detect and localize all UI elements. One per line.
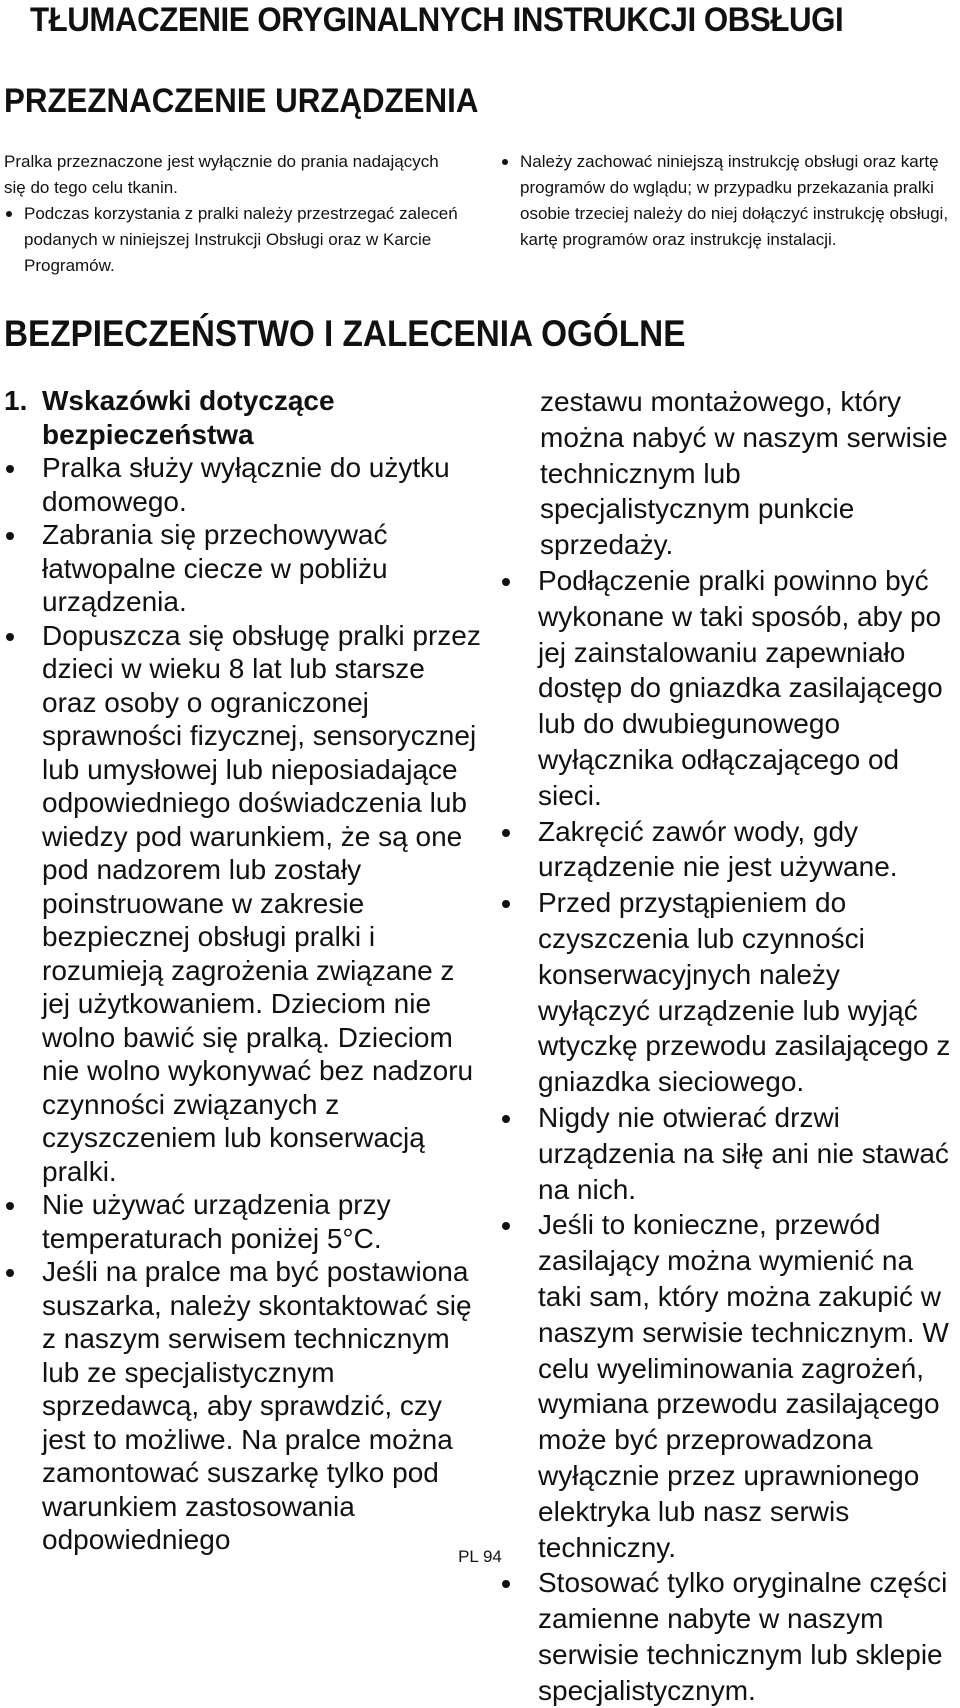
list-item (4, 518, 484, 619)
bullet-text: Stosować tylko oryginalne części zamienne nabyte w naszym serwisie technicznym lub sklepie specjalistycznym. (538, 1567, 948, 1706)
list-item (500, 563, 956, 814)
bullet-text: Zakręcić zawór wody, gdy urządzenie nie jest używane. (538, 815, 898, 883)
list-item (4, 201, 464, 279)
subsection-heading (4, 384, 484, 451)
list-item (500, 1100, 956, 1207)
list-item (500, 814, 956, 886)
safety-left-column (4, 384, 484, 1557)
list-item (4, 619, 484, 1189)
bullet-text: Jeśli to konieczne, przewód zasilający można wymienić na taki sam, który można zakupić w naszym serwisie technicznym. W celu wyeliminowania zagrożeń, wymiana przewodu zasilającego może być przeprowadzona wyłącznie przez uprawnionego elektryka lub nasz serwis techniczny. (538, 1209, 949, 1563)
subsection-number: 1. (4, 385, 28, 416)
list-item (500, 885, 956, 1100)
list-item (500, 1565, 956, 1708)
subsection-title: Wskazówki dotyczące bezpieczeństwa (42, 385, 335, 450)
list-item (500, 149, 956, 253)
bullet-text: Dopuszcza się obsługę pralki przez dzieci w wieku 8 lat lub starsze oraz osoby o ograniczonej sprawności fizycznej, sensorycznej lub umysłowej lub nieposiadające odpowiedniego doświadczenia lub wiedzy pod warunkiem, że są one pod nadzorem lub zostały poinstruowane w zakresie bezpiecznej obsługi pralki i rozumieją zagrożenia związane z jej użytkowaniem. Dzieciom nie wolno bawić się pralką. Dzieciom nie wolno wykonywać bez nadzoru czynności związanych z czyszczeniem lub konserwacją pralki. (42, 619, 481, 1187)
bullet-text: Podczas korzystania z pralki należy przestrzegać zaleceń podanych w niniejszej Instrukcji Obsługi oraz w Karcie Programów. (24, 204, 458, 275)
bullet-continuation: zestawu montażowego, który można nabyć w naszym serwisie technicznym lub specjalistycznym punkcie sprzedaży. (540, 386, 948, 561)
continued-text (500, 384, 956, 563)
bullet-text: Pralka służy wyłącznie do użytku domowego. (42, 452, 450, 517)
section-title-intended-use: PRZEZNACZENIE URZĄDZENIA (4, 82, 479, 120)
bullet-text: Nigdy nie otwierać drzwi urządzenia na siłę ani nie stawać na nich. (538, 1101, 949, 1205)
list-item (4, 1188, 484, 1255)
bullet-text: Przed przystąpieniem do czyszczenia lub czynności konserwacyjnych należy wyłączyć urządzenie lub wyjąć wtyczkę przewodu zasilającego z gniazdka sieciowego. (538, 887, 951, 1098)
bullet-text: Należy zachować niniejszą instrukcję obsługi oraz kartę programów do wglądu; w przypadku przekazania pralki osobie trzeciej należy do niej dołączyć instrukcję obsługi, kartę programów oraz instrukcję instalacji. (520, 152, 949, 249)
bullet-text: Nie używać urządzenia przy temperaturach poniżej 5°C. (42, 1189, 391, 1254)
bullet-text: Podłączenie pralki powinno być wykonane w taki sposób, aby po jej zainstalowaniu zapewniało dostęp do gniazdka zasilającego lub do dwubiegunowego wyłącznika odłączającego od sieci. (538, 564, 943, 811)
list-item (4, 451, 484, 518)
section-title-safety: BEZPIECZEŃSTWO I ZALECENIA OGÓLNE (4, 313, 686, 354)
intended-use-right-column (500, 149, 956, 253)
page-title: TŁUMACZENIE ORYGINALNYCH INSTRUKCJI OBSŁUGI (30, 1, 844, 39)
page-number: PL 94 (458, 1547, 502, 1566)
intended-use-left-column (4, 149, 464, 279)
list-item (4, 1255, 484, 1557)
intended-use-intro: Pralka przeznaczone jest wyłącznie do prania nadających się do tego celu tkanin. (4, 152, 439, 197)
list-item (500, 1207, 956, 1565)
safety-right-column (500, 384, 956, 1708)
bullet-text: Jeśli na pralce ma być postawiona suszarka, należy skontaktować się z naszym serwisem technicznym lub ze specjalistycznym sprzedawcą, aby sprawdzić, czy jest to możliwe. Na pralce można zamontować suszarkę tylko pod warunkiem zastosowania odpowiedniego (42, 1256, 472, 1555)
bullet-text: Zabrania się przechowywać łatwopalne ciecze w pobliżu urządzenia. (42, 519, 388, 617)
